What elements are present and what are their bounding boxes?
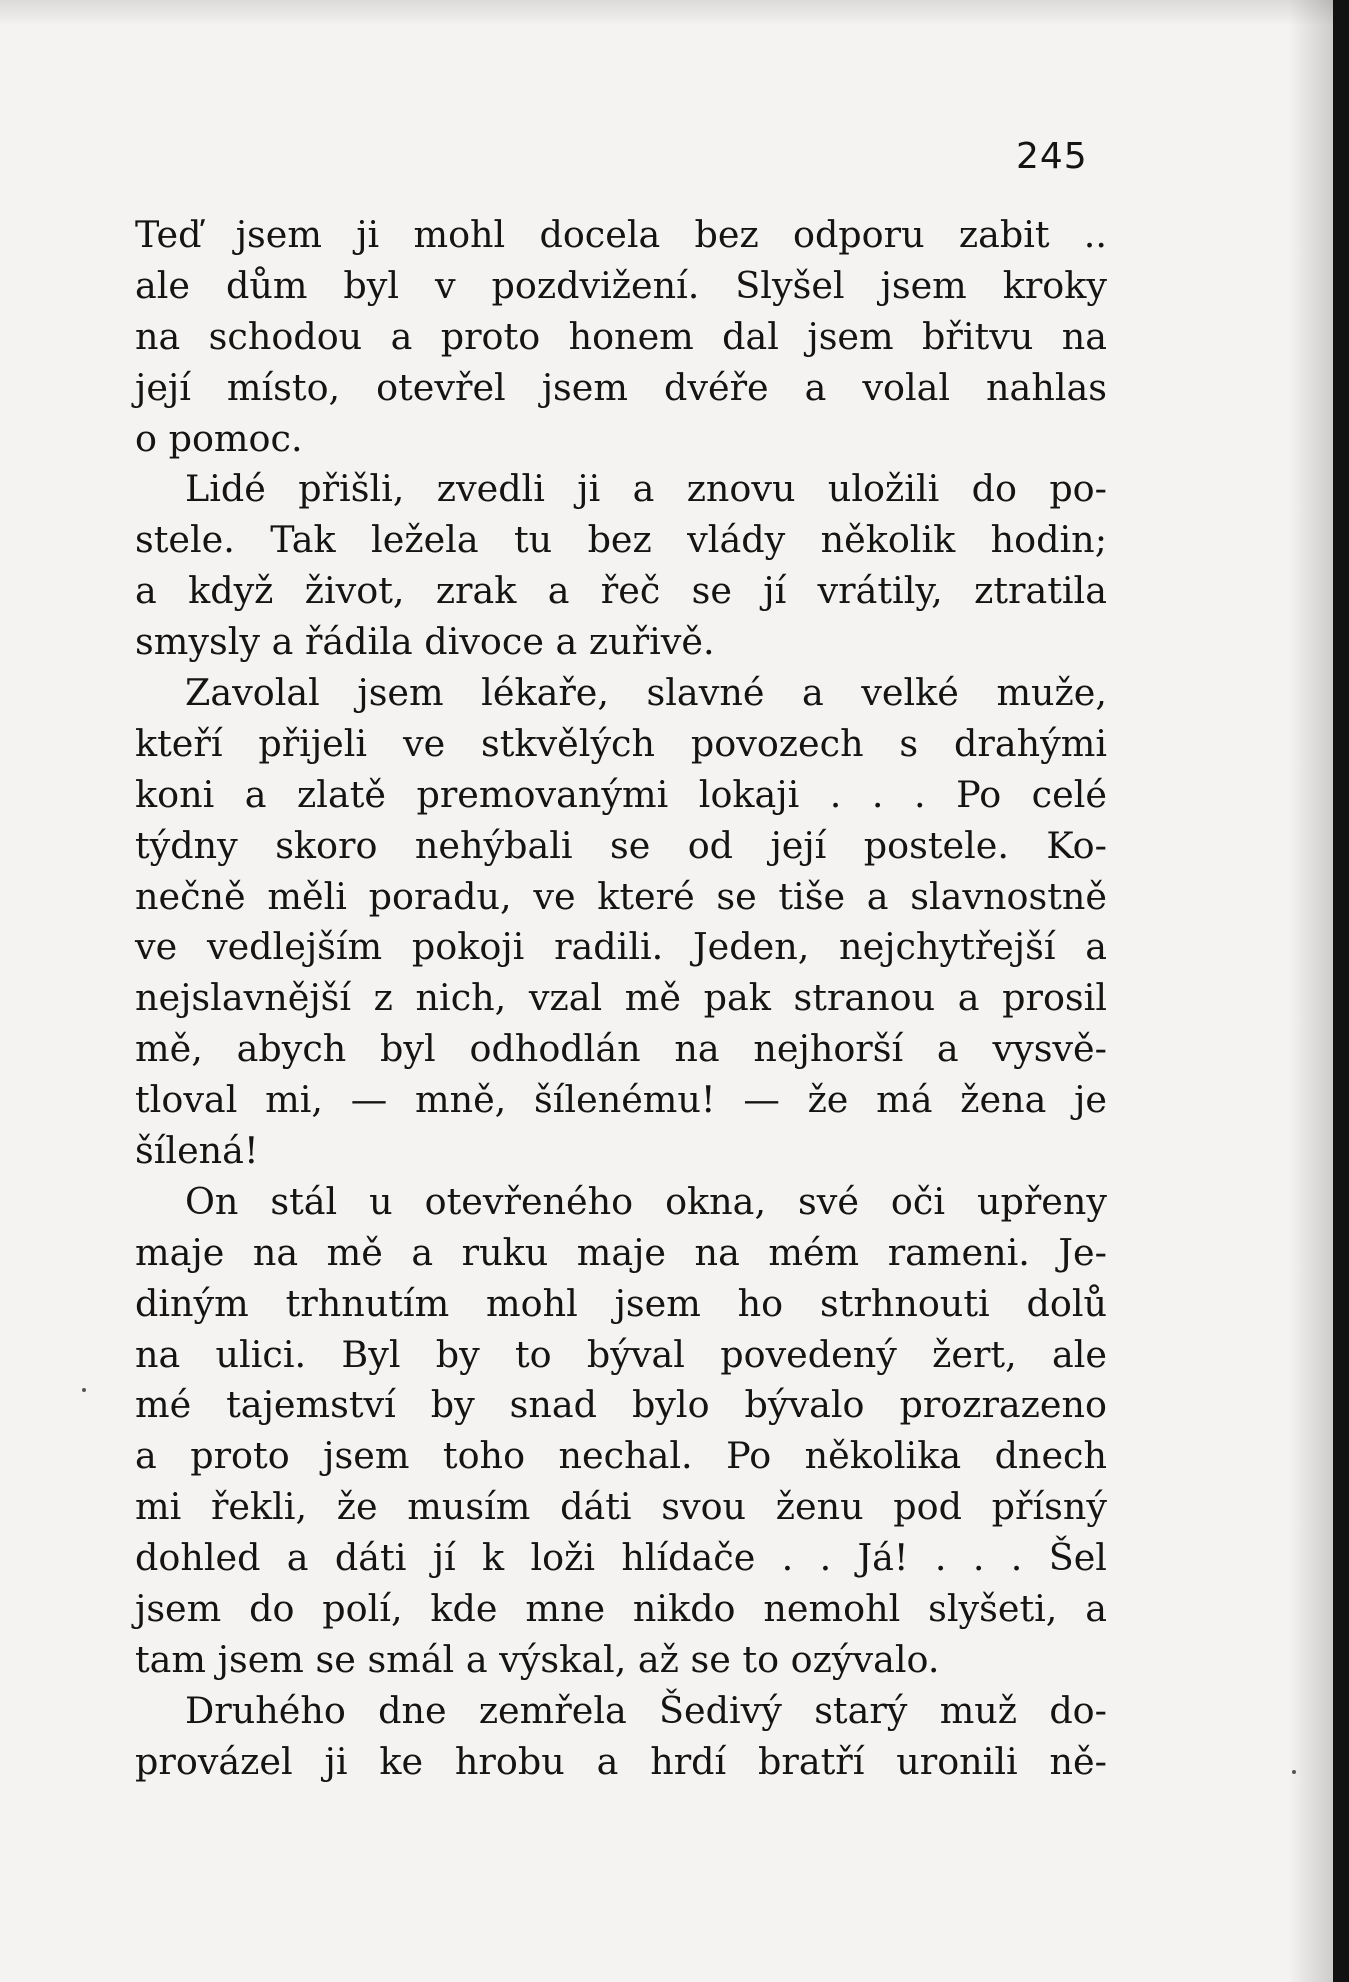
page-number: 245 (1016, 136, 1088, 177)
text-line: Zavolal jsem lékaře, slavné a velké muže, (185, 671, 1107, 715)
text-line: na ulici. Byl by to býval povedený žert, ale (135, 1332, 1107, 1376)
text-line: ve vedlejším pokoji radili. Jeden, nejchytřejší a (135, 925, 1107, 969)
text-line: provázel ji ke hrobu a hrdí bratří uronili ně- (135, 1739, 1107, 1783)
scan-top-shadow (0, 0, 1333, 26)
text-line: koni a zlatě premovanými lokaji . . . Po celé (135, 772, 1107, 816)
text-line: ale dům byl v pozdvižení. Slyšel jsem kroky (135, 263, 1107, 307)
text-line: Druhého dne zemřela Šedivý starý muž do- (185, 1688, 1107, 1732)
text-line: stele. Tak ležela tu bez vlády několik hodin; (135, 518, 1107, 562)
body-text (135, 210, 1107, 1788)
text-line: mi řekli, že musím dáti svou ženu pod přísný (135, 1485, 1107, 1529)
text-line: a proto jsem toho nechal. Po několika dnech (135, 1434, 1107, 1478)
text-line: smysly a řádila divoce a zuřivě. (135, 620, 715, 664)
text-line: nečně měli poradu, ve které se tiše a slavnostně (135, 874, 1107, 918)
text-line: a když život, zrak a řeč se jí vrátily, ztratila (135, 569, 1107, 613)
text-line: na schodou a proto honem dal jsem břitvu na (135, 314, 1107, 358)
text-line: diným trhnutím mohl jsem ho strhnouti dolů (135, 1281, 1107, 1325)
text-line: týdny skoro nehýbali se od její postele. Ko- (135, 823, 1107, 867)
text-line: její místo, otevřel jsem dvéře a volal nahlas (135, 365, 1107, 409)
text-line: jsem do polí, kde mne nikdo nemohl slyšeti, a (135, 1587, 1107, 1631)
text-line: mě, abych byl odhodlán na nejhorší a vysvě- (135, 1027, 1107, 1071)
text-line: tloval mi, — mně, šílenému! — že má žena je (135, 1078, 1107, 1122)
text-line: On stál u otevřeného okna, své oči upřeny (185, 1179, 1107, 1223)
text-line: Teď jsem ji mohl docela bez odporu zabit .. (135, 213, 1107, 256)
text-line: šílená! (135, 1129, 259, 1173)
text-line: tam jsem se smál a výskal, až se to ozývalo. (135, 1637, 940, 1681)
text-line: o pomoc. (135, 416, 303, 460)
text-line: maje na mě a ruku maje na mém rameni. Je- (135, 1230, 1107, 1274)
scan-speck (82, 1388, 86, 1392)
text-line: Lidé přišli, zvedli ji a znovu uložili do po- (185, 467, 1107, 511)
scan-dark-border (1333, 0, 1349, 1982)
text-line: dohled a dáti jí k loži hlídače . . Já! . . . Šel (135, 1536, 1107, 1580)
scan-edge-shadow (1289, 0, 1333, 1982)
text-line: nejslavnější z nich, vzal mě pak stranou a prosil (135, 976, 1107, 1020)
text-line: kteří přijeli ve stkvělých povozech s drahými (135, 721, 1107, 765)
text-line: mé tajemství by snad bylo bývalo prozrazeno (135, 1383, 1107, 1427)
scan-speck (1292, 1770, 1296, 1774)
